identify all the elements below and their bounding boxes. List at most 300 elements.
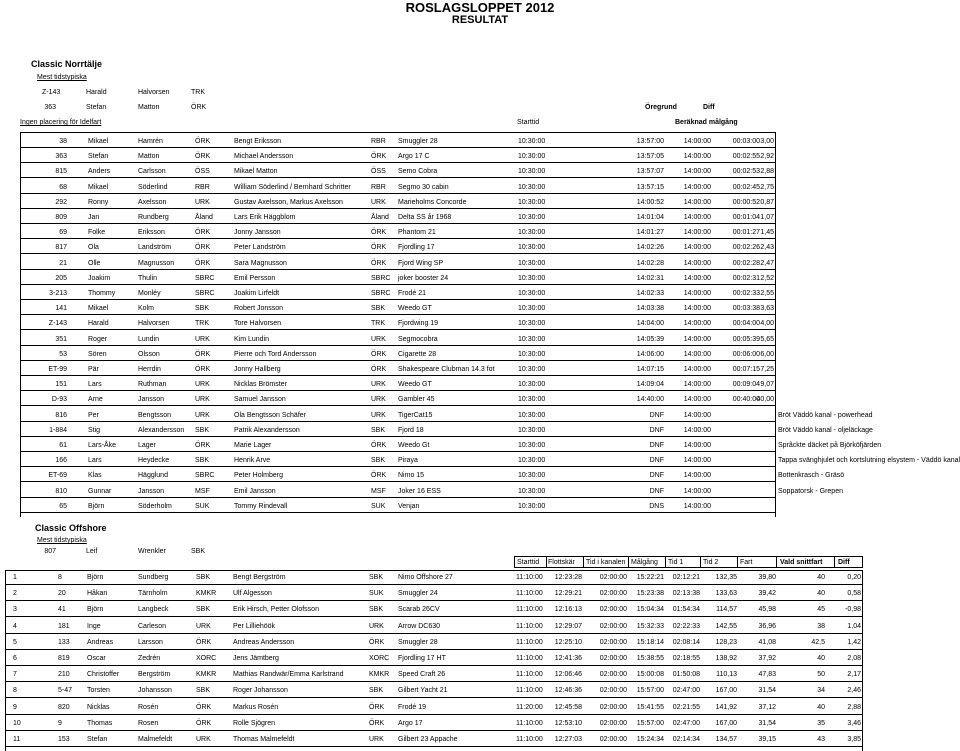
result-cell: 14:00:52 <box>636 199 664 206</box>
result-cell: 14:00:00 <box>683 427 711 434</box>
offshore-result-cell: Langbeck <box>138 606 169 613</box>
result-cell: Harald <box>88 320 109 327</box>
offshore-result-cell: 15:18:14 <box>636 639 664 646</box>
offshore-result-cell: Carleson <box>138 623 167 630</box>
row-rule <box>5 746 863 747</box>
offshore-result-cell: 12:53:10 <box>554 720 582 727</box>
result-cell: 151 <box>55 381 67 388</box>
result-cell: 14:00:00 <box>683 488 711 495</box>
result-cell: Semo Cobra <box>398 168 438 175</box>
result-cell: ÖSS <box>195 168 210 175</box>
result-cell: 13:57:15 <box>636 184 664 191</box>
offshore-result-cell: Bergström <box>138 671 171 678</box>
result-cell: Jonny Jansson <box>234 229 281 236</box>
result-cell: 40,00 <box>756 396 774 403</box>
offshore-result-cell: 820 <box>58 704 70 711</box>
row-rule <box>5 584 863 585</box>
result-cell: 14:00:00 <box>683 244 711 251</box>
result-cell: 1,07 <box>760 214 774 221</box>
header-cell: Fart <box>740 559 753 566</box>
header-cell-box <box>834 556 863 568</box>
offshore-result-cell: 2,08 <box>847 655 861 662</box>
result-cell: 10:30:00 <box>518 457 546 464</box>
offshore-result-cell: 1 <box>13 574 17 581</box>
offshore-result-cell: 42,5 <box>811 639 825 646</box>
result-cell: Jansson <box>138 488 165 495</box>
offshore-result-cell: 134,57 <box>715 736 737 743</box>
offshore-result-cell: 15:41:55 <box>636 704 664 711</box>
offshore-result-cell: Torsten <box>87 687 110 694</box>
result-cell: 14:05:39 <box>636 336 664 343</box>
result-cell: 14:07:15 <box>636 366 664 373</box>
header-cell-box <box>628 556 666 568</box>
result-cell: Stefan <box>88 153 109 160</box>
result-cell: Phantom 21 <box>398 229 436 236</box>
offshore-result-cell: ÖRK <box>196 704 212 711</box>
result-cell: Peter Landström <box>234 244 286 251</box>
result-cell: DNS <box>649 503 664 510</box>
result-cell: ÖRK <box>371 351 387 358</box>
row-rule <box>20 345 776 346</box>
result-cell: SBK <box>195 457 210 464</box>
offshore-result-cell: 39,80 <box>758 574 776 581</box>
result-cell: 61 <box>59 442 67 449</box>
header-cell-box <box>514 556 547 568</box>
result-cell: 351 <box>55 336 67 343</box>
offshore-result-cell: Nicklas <box>87 704 110 711</box>
offshore-result-cell: Oscar <box>87 655 106 662</box>
offshore-result-cell: 02:22:33 <box>672 623 700 630</box>
result-cell: Thommy <box>88 290 116 297</box>
result-cell: ET-99 <box>48 366 67 373</box>
row-rule <box>20 314 776 315</box>
row-rule <box>20 512 776 513</box>
result-cell: Weedo GT <box>398 381 432 388</box>
result-cell: SUK <box>195 503 210 510</box>
result-cell: 00:02:31 <box>732 275 760 282</box>
result-cell: Lars <box>88 457 102 464</box>
offshore-result-cell: 34 <box>817 687 825 694</box>
offshore-result-cell: 37,92 <box>758 655 776 662</box>
offshore-result-cell: 02:00:00 <box>599 590 627 597</box>
result-cell: Monléy <box>138 290 161 297</box>
table-border <box>5 570 6 751</box>
offshore-result-cell: 37,12 <box>758 704 776 711</box>
result-cell: Shakespeare Clubman 14.3 fot <box>398 366 495 373</box>
result-cell: URK <box>371 396 386 403</box>
offshore-result-cell: Johansson <box>138 687 172 694</box>
result-cell: 14:00:00 <box>683 229 711 236</box>
result-cell: 816 <box>55 412 67 419</box>
result-cell: ÖRK <box>371 229 387 236</box>
row-rule <box>5 633 863 634</box>
offshore-result-cell: Andreas <box>87 639 114 646</box>
result-cell: 10:30:00 <box>518 503 546 510</box>
best-row-cell: Harald <box>86 89 107 96</box>
offshore-result-cell: SBK <box>196 606 211 613</box>
result-cell: Heydecke <box>138 457 170 464</box>
header-cell: Starttid <box>517 559 540 566</box>
result-cell: Michael Andersson <box>234 153 294 160</box>
result-cell: 10:30:00 <box>518 412 546 419</box>
offshore-result-cell: 45 <box>817 606 825 613</box>
offshore-result-cell: 12:29:07 <box>554 623 582 630</box>
offshore-result-cell: 39,42 <box>758 590 776 597</box>
offshore-result-cell: 02:47:00 <box>672 720 700 727</box>
result-cell: 14:00:00 <box>683 260 711 267</box>
result-cell: Lars Erik Häggblom <box>234 214 296 221</box>
page-subtitle: RESULTAT <box>451 14 509 26</box>
offshore-result-cell: 12:29:21 <box>554 590 582 597</box>
result-cell: 2,75 <box>760 184 774 191</box>
offshore-result-cell: 11:10:00 <box>516 606 543 613</box>
result-cell: Kolm <box>138 305 154 312</box>
result-cell: Joker 16 ESS <box>398 488 441 495</box>
row-rule <box>20 360 776 361</box>
result-cell: Stig <box>88 427 101 434</box>
norrtalje-title: Classic Norrtälje <box>31 59 103 69</box>
result-cell: 14:00:00 <box>683 320 711 327</box>
result-cell: Olle <box>88 260 101 267</box>
result-cell: 14:00:00 <box>683 199 711 206</box>
offshore-result-cell: Håkan <box>87 590 108 597</box>
row-rule <box>20 147 776 148</box>
second-row-cell: Matton <box>138 104 160 111</box>
result-cell: Sara Magnusson <box>234 260 287 267</box>
result-cell: Bröt Väddö kanal - oljeläckage <box>778 427 873 434</box>
offshore-result-cell: 8 <box>13 687 17 694</box>
result-cell: 363 <box>55 153 67 160</box>
offshore-result-cell: 31,54 <box>758 687 776 694</box>
result-cell: TRK <box>195 320 209 327</box>
offshore-result-cell: XORC <box>369 655 390 662</box>
offshore-result-cell: Smuggler 24 <box>398 590 438 597</box>
result-cell: ET-69 <box>48 472 67 479</box>
header-cell: Tid 2 <box>703 559 719 566</box>
result-cell: DNF <box>649 457 664 464</box>
result-cell: Bengt Eriksson <box>234 138 282 145</box>
result-cell: 166 <box>55 457 67 464</box>
result-cell: 2,55 <box>760 290 774 297</box>
offshore-result-cell: 02:00:00 <box>599 623 627 630</box>
result-cell: 14:03:38 <box>636 305 664 312</box>
offshore-result-cell: 141,92 <box>715 704 737 711</box>
offshore-result-cell: Scarab 26CV <box>398 606 440 613</box>
offshore-result-cell: 132,35 <box>715 574 737 581</box>
result-cell: 14:00:00 <box>683 442 711 449</box>
result-cell: Weedo GT <box>398 305 432 312</box>
offshore-result-cell: Bengt Bergström <box>233 574 286 581</box>
result-cell: 205 <box>55 275 67 282</box>
result-cell: 2,92 <box>760 153 774 160</box>
result-cell: Patrik Alexandersson <box>234 427 300 434</box>
result-cell: Pär <box>88 366 99 373</box>
result-cell: SBRC <box>371 275 391 282</box>
result-cell: 14:00:00 <box>683 412 711 419</box>
result-cell: 14:40:00 <box>636 396 664 403</box>
offshore-result-cell: ÖRK <box>196 639 212 646</box>
offshore-result-cell: 02:00:00 <box>599 736 627 743</box>
header-cell-box <box>700 556 738 568</box>
result-cell: URK <box>371 381 386 388</box>
offshore-result-cell: 12:16:13 <box>554 606 582 613</box>
offshore-result-cell: SBK <box>369 606 384 613</box>
offshore-result-cell: 1,04 <box>847 623 861 630</box>
result-cell: SBK <box>195 305 210 312</box>
header-cell-box <box>776 556 835 568</box>
result-cell: 00:02:45 <box>732 184 760 191</box>
result-cell: 14:00:00 <box>683 168 711 175</box>
result-cell: 9,07 <box>760 381 774 388</box>
page-title: ROSLAGSLOPPET 2012 <box>405 0 555 15</box>
result-cell: URK <box>195 412 210 419</box>
offshore-result-cell: Erik Hirsch, Petter Olofsson <box>233 606 319 613</box>
result-cell: Matton <box>138 153 160 160</box>
row-rule <box>5 681 863 682</box>
offshore-result-cell: Mathias Randwär/Emma Karlstrand <box>233 671 344 678</box>
offshore-result-cell: 0,58 <box>847 590 861 597</box>
result-cell: Herrdin <box>138 366 161 373</box>
result-cell: 815 <box>55 168 67 175</box>
row-rule <box>20 253 776 254</box>
result-cell: 3,63 <box>760 305 774 312</box>
offshore-result-cell: URK <box>196 623 211 630</box>
result-cell: 0,87 <box>760 199 774 206</box>
result-cell: 10:30:00 <box>518 488 546 495</box>
result-cell: DNF <box>649 427 664 434</box>
result-cell: Jan <box>88 214 100 221</box>
result-cell: 14:00:00 <box>683 138 711 145</box>
result-cell: 00:00:52 <box>732 199 760 206</box>
result-cell: Arne <box>88 396 103 403</box>
offshore-result-cell: 11:20:00 <box>516 704 543 711</box>
offshore-result-cell: 138,92 <box>715 655 737 662</box>
offshore-result-cell: Thomas Malmefeldt <box>233 736 295 743</box>
offshore-result-cell: 153 <box>58 736 70 743</box>
result-cell: Smuggler 28 <box>398 138 438 145</box>
result-cell: 00:03:00 <box>732 138 760 145</box>
offshore-result-cell: 15:24:34 <box>636 736 664 743</box>
offshore-result-cell: 3 <box>13 606 17 613</box>
result-cell: 810 <box>55 488 67 495</box>
result-cell: Fjord Wing SP <box>398 260 444 267</box>
result-cell: Hägglund <box>138 472 168 479</box>
offshore-result-cell: 15:38:55 <box>636 655 664 662</box>
result-cell: 3,00 <box>760 138 774 145</box>
offshore-result-cell: Gilbert 23 Appache <box>398 736 458 743</box>
offshore-result-cell: 7 <box>13 671 17 678</box>
offshore-result-cell: 3,46 <box>847 720 861 727</box>
offshore-result-cell: 01:50:08 <box>672 671 700 678</box>
offshore-best-label: Mest tidstypiska <box>37 537 87 544</box>
offshore-result-cell: Andreas Andersson <box>233 639 295 646</box>
header-cell: Tid i kanalen <box>586 559 626 566</box>
offshore-result-cell: 35 <box>817 720 825 727</box>
row-rule <box>20 162 776 163</box>
row-rule <box>5 600 863 601</box>
result-cell: 10:30:00 <box>518 153 546 160</box>
result-cell: ÖRK <box>371 366 387 373</box>
result-cell: ÖSS <box>371 168 386 175</box>
offshore-result-cell: Björn <box>87 574 104 581</box>
result-cell: URK <box>195 336 210 343</box>
header-cell-box <box>665 556 701 568</box>
result-cell: 14:09:04 <box>636 381 664 388</box>
result-cell: Ronny <box>88 199 109 206</box>
result-cell: Ola <box>88 244 99 251</box>
result-cell: 2,47 <box>760 260 774 267</box>
offshore-result-cell: 20 <box>58 590 66 597</box>
offshore-result-cell: 133 <box>58 639 70 646</box>
offshore-result-cell: Rosén <box>138 704 159 711</box>
result-cell: 817 <box>55 244 67 251</box>
result-cell: 3-213 <box>49 290 67 297</box>
result-cell: Fjordwing 19 <box>398 320 439 327</box>
table-top-rule <box>20 132 776 133</box>
result-cell: Söderlind <box>138 184 168 191</box>
result-cell: Tappa svänghjulet och kortslutning elsystem - Väddö kanal <box>778 457 960 464</box>
offshore-result-cell: 9 <box>58 720 62 727</box>
result-cell: Åland <box>195 214 213 221</box>
offshore-result-cell: Gilbert Yacht 21 <box>398 687 448 694</box>
offshore-result-cell: 12:23:28 <box>554 574 582 581</box>
offshore-result-cell: Speed Craft 26 <box>398 671 446 678</box>
result-cell: 00:40:00 <box>732 396 760 403</box>
result-cell: 2,43 <box>760 244 774 251</box>
result-cell: MSF <box>195 488 210 495</box>
offshore-result-cell: 02:18:55 <box>672 655 700 662</box>
result-cell: Lager <box>138 442 156 449</box>
result-cell: 4,00 <box>760 320 774 327</box>
offshore-result-cell: 02:08:14 <box>672 639 700 646</box>
offshore-result-cell: 43 <box>817 736 825 743</box>
result-cell: 14:00:00 <box>683 381 711 388</box>
result-cell: ÖRK <box>195 260 211 267</box>
result-cell: Piraya <box>398 457 418 464</box>
result-cell: 65 <box>59 503 67 510</box>
best-row-cell: Halvorsen <box>138 89 170 96</box>
offshore-result-cell: 2,17 <box>847 671 861 678</box>
row-rule <box>5 665 863 666</box>
starttid-label: Starttid <box>517 119 540 126</box>
result-cell: Bröt Väddö kanal - powerhead <box>778 412 873 419</box>
result-cell: Joakim Lirfeldt <box>234 290 280 297</box>
result-cell: 1-884 <box>49 427 67 434</box>
result-cell: URK <box>195 396 210 403</box>
offshore-result-cell: Rolle Sjögren <box>233 720 276 727</box>
result-cell: 10:30:00 <box>518 229 546 236</box>
result-cell: 6,00 <box>760 351 774 358</box>
result-cell: 2,52 <box>760 275 774 282</box>
result-cell: DNF <box>649 488 664 495</box>
result-cell: joker booster 24 <box>398 275 449 282</box>
offshore-result-cell: 40 <box>817 590 825 597</box>
result-cell: Gunnar <box>88 488 112 495</box>
result-cell: Sören <box>88 351 107 358</box>
offshore-result-cell: 167,00 <box>715 687 737 694</box>
result-cell: 14:00:00 <box>683 153 711 160</box>
offshore-result-cell: Björn <box>87 606 104 613</box>
best-row-cell: TRK <box>191 89 205 96</box>
oregrund-label: Öregrund <box>645 104 677 111</box>
result-cell: Gambler 45 <box>398 396 435 403</box>
offshore-result-cell: 819 <box>58 655 70 662</box>
result-cell: 14:00:00 <box>683 214 711 221</box>
offshore-result-cell: 02:00:00 <box>599 671 627 678</box>
header-cell: Tid 1 <box>668 559 684 566</box>
result-cell: 14:06:00 <box>636 351 664 358</box>
result-cell: 13:57:00 <box>636 138 664 145</box>
result-cell: MSF <box>371 488 386 495</box>
offshore-result-cell: 01:54:34 <box>672 606 700 613</box>
offshore-result-cell: 5-47 <box>58 687 73 694</box>
offshore-result-cell: 02:21:55 <box>672 704 700 711</box>
offshore-result-cell: 38 <box>817 623 825 630</box>
result-cell: Bottenkrasch - Gräsö <box>778 472 845 479</box>
result-cell: 14:04:00 <box>636 320 664 327</box>
result-cell: Gustav Axelsson, Markus Axelsson <box>234 199 343 206</box>
result-cell: Argo 17 C <box>398 153 430 160</box>
row-rule <box>20 177 776 178</box>
offshore-result-cell: 40 <box>817 655 825 662</box>
result-cell: Frodé 21 <box>398 290 427 297</box>
result-cell: 10:30:00 <box>518 351 546 358</box>
offshore-result-cell: 15:04:34 <box>636 606 664 613</box>
offshore-result-cell: SBK <box>369 574 384 581</box>
result-cell: SUK <box>371 503 386 510</box>
offshore-result-cell: SBK <box>369 687 384 694</box>
result-cell: Lundin <box>138 336 160 343</box>
result-cell: Per <box>88 412 99 419</box>
offshore-result-cell: 167,00 <box>715 720 737 727</box>
diff-label: Diff <box>703 104 715 111</box>
result-cell: Jansson <box>138 396 165 403</box>
result-cell: 10:30:00 <box>518 199 546 206</box>
result-cell: Anders <box>88 168 111 175</box>
offshore-result-cell: Sundberg <box>138 574 169 581</box>
result-cell: RBR <box>195 184 210 191</box>
offshore-result-cell: Fjordling 17 HT <box>398 655 446 662</box>
result-cell: DNF <box>649 412 664 419</box>
offshore-result-cell: 2 <box>13 590 17 597</box>
result-cell: URK <box>371 412 386 419</box>
offshore-result-cell: 11:10:00 <box>516 687 543 694</box>
table-border <box>20 132 21 517</box>
offshore-result-cell: URK <box>369 623 384 630</box>
result-cell: 00:01:04 <box>732 214 760 221</box>
result-cell: Halvorsen <box>138 320 170 327</box>
result-cell: Folke <box>88 229 106 236</box>
result-cell: Klas <box>88 472 102 479</box>
offshore-result-cell: 02:13:38 <box>672 590 700 597</box>
result-cell: RBR <box>371 138 386 145</box>
result-cell: 10:30:00 <box>518 472 546 479</box>
result-cell: URK <box>195 381 210 388</box>
result-cell: 00:07:15 <box>732 366 760 373</box>
result-cell: 14:00:00 <box>683 472 711 479</box>
result-cell: William Söderlind / Bernhard Schritter <box>234 184 351 191</box>
result-cell: 00:02:53 <box>732 168 760 175</box>
result-cell: Mikael <box>88 305 109 312</box>
offshore-result-cell: 11 <box>13 736 21 743</box>
row-rule <box>5 616 863 617</box>
offshore-result-cell: 02:00:00 <box>599 704 627 711</box>
result-cell: ÖRK <box>195 366 211 373</box>
result-cell: D-93 <box>51 396 67 403</box>
offshore-result-cell: 181 <box>58 623 70 630</box>
result-cell: Fjord 18 <box>398 427 424 434</box>
result-cell: 38 <box>59 138 67 145</box>
